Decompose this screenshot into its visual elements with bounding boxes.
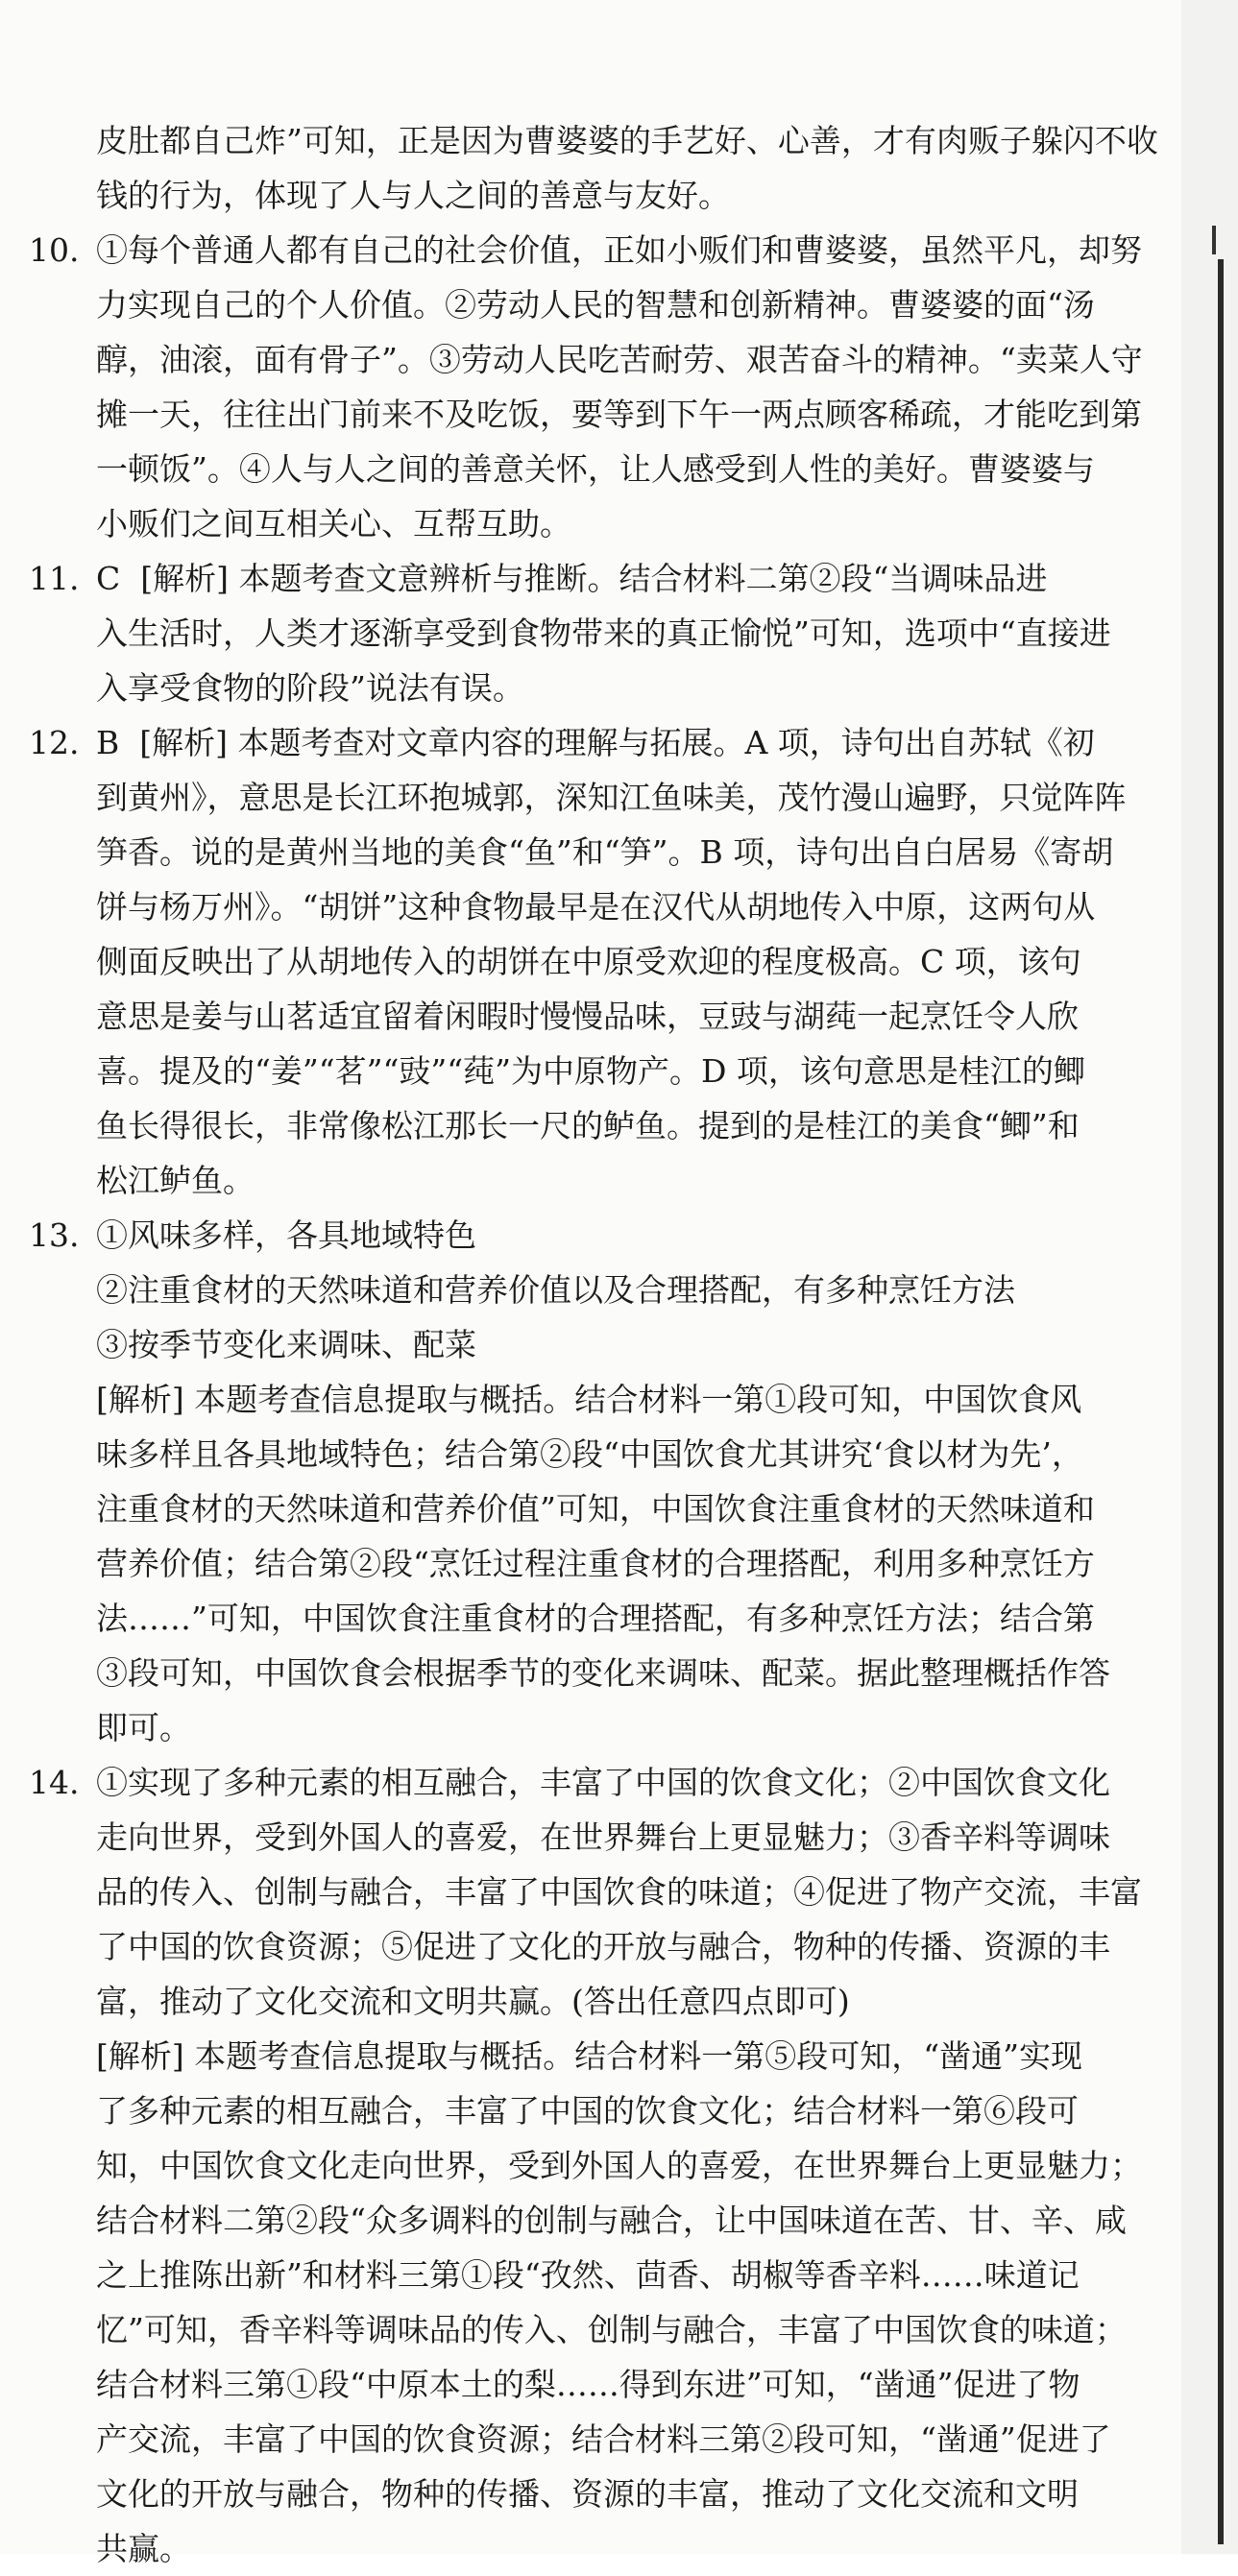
text-line: 入享受食物的阶段”说法有误。 [96, 669, 524, 707]
text-line: 松江鲈鱼。 [96, 1162, 255, 1199]
text-line: 知，中国饮食文化走向世界，受到外国人的喜爱，在世界舞台上更显魅力； [96, 2147, 1142, 2184]
text-line: ①每个普通人都有自己的社会价值，正如小贩们和曹婆婆，虽然平凡，却努 [96, 231, 1142, 269]
text-line: 意思是姜与山茗适宜留着闲暇时慢慢品味，豆豉与湖莼一起烹饪令人欣 [96, 998, 1079, 1035]
page-edge [1181, 0, 1238, 2554]
binding-line [1218, 259, 1224, 2544]
text-line: [解析] 本题考查信息提取与概括。结合材料一第①段可知，中国饮食风 [96, 1381, 1082, 1418]
text-line: 富，推动了文化交流和文明共赢。(答出任意四点即可) [96, 1983, 850, 2020]
text-line: B [解析] 本题考查对文章内容的理解与拓展。A 项，诗句出自苏轼《初 [96, 724, 1095, 761]
text-line: ①风味多样，各具地域特色 [96, 1216, 476, 1254]
text-line: 笋香。说的是黄州当地的美食“鱼”和“笋”。B 项，诗句出自白居易《寄胡 [96, 833, 1114, 871]
text-line: 喜。提及的“姜”“茗”“豉”“莼”为中原物产。D 项，该句意思是桂江的鲫 [96, 1052, 1085, 1090]
text-line: 产交流，丰富了中国的饮食资源；结合材料三第②段可知，“凿通”促进了 [96, 2420, 1111, 2458]
answer-11 [29, 551, 1162, 715]
text-line: 品的传入、创制与融合，丰富了中国饮食的味道；④促进了物产交流，丰富 [96, 1873, 1142, 1911]
question-number: 12. [29, 724, 80, 761]
text-line: 之上推陈出新”和材料三第①段“孜然、茴香、胡椒等香辛料……味道记 [96, 2256, 1080, 2294]
text-line: 入生活时，人类才逐渐享受到食物带来的真正愉悦”可知，选项中“直接进 [96, 614, 1111, 652]
text-line: 力实现自己的个人价值。②劳动人民的智慧和创新精神。曹婆婆的面“汤 [96, 286, 1095, 324]
text-line: [解析] 本题考查信息提取与概括。结合材料一第⑤段可知，“凿通”实现 [96, 2037, 1082, 2075]
text-line: 法……”可知，中国饮食注重食材的合理搭配，有多种烹饪方法；结合第 [96, 1600, 1095, 1637]
text-line: 注重食材的天然味道和营养价值”可知，中国饮食注重食材的天然味道和 [96, 1490, 1095, 1528]
text-line: 醇，油滚，面有骨子”。③劳动人民吃苦耐劳、艰苦奋斗的精神。“卖菜人守 [96, 341, 1143, 378]
text-line: ②注重食材的天然味道和营养价值以及合理搭配，有多种烹饪方法 [96, 1271, 1015, 1309]
text-line: 营养价值；结合第②段“烹饪过程注重食材的合理搭配，利用多种烹饪方 [96, 1545, 1095, 1582]
answer-text [29, 113, 1162, 2576]
text-line: 鱼长得很长，非常像松江那长一尺的鲈鱼。提到的是桂江的美食“鲫”和 [96, 1107, 1080, 1144]
text-line: 侧面反映出了从胡地传入的胡饼在中原受欢迎的程度极高。C 项，该句 [96, 943, 1081, 980]
text-line: 一顿饭”。④人与人之间的善意关怀，让人感受到人性的美好。曹婆婆与 [96, 450, 1095, 488]
text-line: 走向世界，受到外国人的喜爱，在世界舞台上更显魅力；③香辛料等调味 [96, 1818, 1110, 1856]
question-number: 14. [29, 1764, 80, 1801]
scan-mark [1212, 226, 1216, 254]
answer-14 [29, 1755, 1162, 2576]
text-line: 结合材料三第①段“中原本土的梨……得到东进”可知，“凿通”促进了物 [96, 2366, 1080, 2403]
text-line: 味多样且各具地域特色；结合第②段“中国饮食尤其讲究‘食以材为先’， [96, 1435, 1083, 1473]
answer-continuation [29, 113, 1162, 223]
text-line: 忆”可知，香辛料等调味品的传入、创制与融合，丰富了中国饮食的味道； [96, 2311, 1127, 2348]
text-line: 小贩们之间互相关心、互帮互助。 [96, 505, 571, 542]
text-line: 摊一天，往往出门前来不及吃饭，要等到下午一两点顾客稀疏，才能吃到第 [96, 396, 1142, 433]
text-line: 共赢。 [96, 2530, 191, 2567]
answer-12 [29, 715, 1162, 1208]
text-line: 皮肚都自己炸”可知，正是因为曹婆婆的手艺好、心善，才有肉贩子躲闪不收 [96, 122, 1158, 159]
text-line: 结合材料二第②段“众多调料的创制与融合，让中国味道在苦、甘、辛、咸 [96, 2202, 1127, 2239]
text-line: ①实现了多种元素的相互融合，丰富了中国的饮食文化；②中国饮食文化 [96, 1764, 1110, 1801]
text-line: 了多种元素的相互融合，丰富了中国的饮食文化；结合材料一第⑥段可 [96, 2092, 1079, 2130]
answer-10 [29, 223, 1162, 551]
answer-13 [29, 1208, 1162, 1755]
text-line: 即可。 [96, 1709, 191, 1746]
question-number: 13. [29, 1216, 80, 1254]
text-line: 钱的行为，体现了人与人之间的善意与友好。 [96, 177, 730, 214]
text-line: 文化的开放与融合，物种的传播、资源的丰富，推动了文化交流和文明 [96, 2475, 1079, 2513]
text-line: 到黄州》，意思是长江环抱城郭，深知江鱼味美，茂竹漫山遍野，只觉阵阵 [96, 779, 1127, 816]
text-line: 饼与杨万州》。“胡饼”这种食物最早是在汉代从胡地传入中原，这两句从 [96, 888, 1096, 926]
text-line: 了中国的饮食资源；⑤促进了文化的开放与融合，物种的传播、资源的丰 [96, 1928, 1110, 1965]
text-line: ③按季节变化来调味、配菜 [96, 1326, 476, 1363]
question-number: 11. [29, 560, 80, 597]
text-line: ③段可知，中国饮食会根据季节的变化来调味、配菜。据此整理概括作答 [96, 1654, 1110, 1692]
text-line: C [解析] 本题考查文意辨析与推断。结合材料二第②段“当调味品进 [96, 560, 1048, 597]
question-number: 10. [29, 231, 80, 269]
